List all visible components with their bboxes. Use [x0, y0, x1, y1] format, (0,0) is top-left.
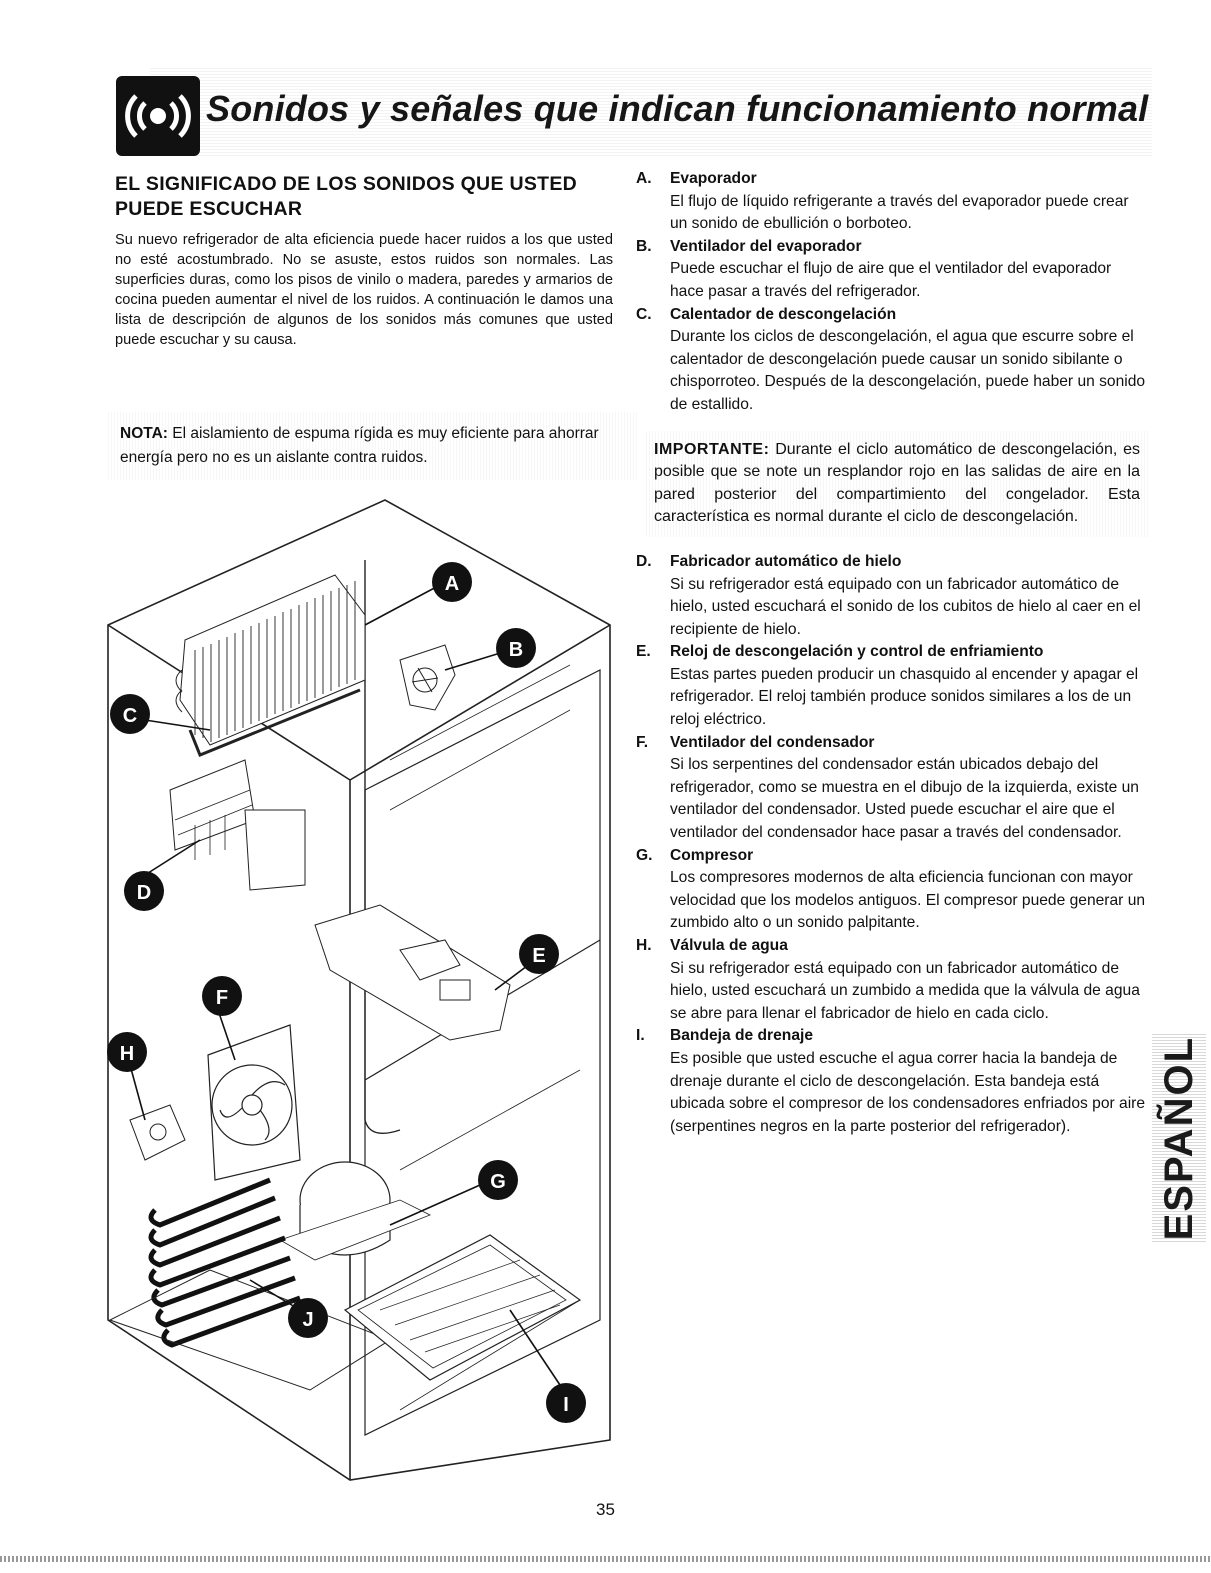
callout-c [110, 694, 150, 734]
item-f [636, 732, 1146, 845]
item-title: Reloj de descongelación y control de enfriamiento [670, 643, 1044, 661]
item-title: Bandeja de drenaje [670, 1027, 813, 1045]
callout-g [478, 1160, 518, 1200]
condenser-fan [208, 1025, 300, 1180]
sound-waves-icon [116, 76, 200, 156]
item-title: Válvula de agua [670, 937, 788, 954]
item-text: El flujo de líquido refrigerante a través del evaporador puede crear un sonido de ebullición o borboteo. [670, 192, 1129, 233]
svg-text:B: B [508, 639, 524, 661]
page-title: Sonidos y señales que indican funcionamiento normal [206, 88, 1149, 129]
svg-text:H: H [119, 1043, 135, 1065]
left-column [115, 172, 613, 350]
svg-text:I: I [563, 1394, 569, 1416]
item-d [636, 551, 1146, 641]
evaporator-fan [400, 645, 455, 710]
item-text: Es posible que usted escuche el agua correr hacia la bandeja de drenaje durante el ciclo de descongelación. Esta bandeja está ubicada sobre el compresor de los condensadores enfriados por aire (serpentines negros en la parte posterior del refrigerador). [670, 1049, 1146, 1135]
item-title: Evaporador [670, 170, 757, 187]
item-b [636, 236, 1146, 304]
right-column [636, 168, 1146, 1138]
refrigerator-diagram [100, 480, 625, 1500]
note-box [108, 412, 637, 480]
section-title: EL SIGNIFICADO DE LOS SONIDOS QUE USTED PUEDE ESCUCHAR [115, 173, 578, 220]
item-text: Si los serpentines del condensador están ubicados debajo del refrigerador, como se muestra en el dibujo de la izquierda, existe un ventilador del condensador. Usted puede escuchar el aire que el ventilador del condensador hace pasar a través del condensador. [670, 756, 1139, 842]
item-e [636, 641, 1146, 731]
item-letter: I. [636, 1027, 645, 1045]
item-c [636, 304, 1146, 417]
svg-text:D: D [136, 882, 152, 904]
compressor [280, 1162, 430, 1260]
language-side-tab [1152, 1034, 1206, 1242]
item-h [636, 935, 1146, 1025]
item-letter: D. [636, 552, 652, 570]
ice-maker [170, 760, 305, 890]
item-letter: H. [636, 937, 652, 954]
callout-e [519, 934, 559, 974]
svg-text:J: J [302, 1309, 314, 1331]
item-title: Ventilador del condensador [670, 733, 875, 751]
drain-pan [345, 1235, 580, 1380]
callout-line-a [365, 585, 440, 625]
svg-text:E: E [532, 945, 546, 967]
item-a [636, 168, 1146, 236]
svg-text:C: C [122, 705, 138, 727]
condenser-coil [151, 1180, 300, 1345]
item-letter: C. [636, 305, 652, 323]
callout-j [288, 1298, 328, 1338]
item-text: Puede escuchar el flujo de aire que el ventilador del evaporador hace pasar a través del refrigerador. [670, 260, 1112, 300]
important-box [646, 431, 1148, 537]
svg-text:G: G [490, 1171, 506, 1193]
callout-d [124, 871, 164, 911]
intro-paragraph: Su nuevo refrigerador de alta eficiencia puede hacer ruidos a los que usted no esté acostumbrado. No se asuste, estos ruidos son normales. Las superficies duras, como los pisos de vinilo o madera, paredes y armarios de cocina pueden aumentar el nivel de los ruidos. A continuación le damos una lista de descripción de algunos de los sonidos más comunes que usted puede escuchar y su causa. [115, 232, 613, 348]
item-text: Si su refrigerador está equipado con un fabricador automático de hielo, usted escuchará un zumbido a medida que la válvula de agua se abre para llenar el fabricador de hielo en cada ciclo. [670, 959, 1140, 1022]
item-title: Ventilador del evaporador [670, 237, 862, 255]
item-letter: E. [636, 643, 651, 661]
item-text: Los compresores modernos de alta eficiencia funcionan con mayor velocidad que los modelos antiguos. El compresor puede generar un zumbido alto o un sonido palpitante. [670, 869, 1146, 932]
svg-text:F: F [215, 987, 229, 1009]
defrost-timer [315, 905, 510, 1040]
item-letter: F. [636, 733, 649, 751]
important-text: Durante el ciclo automático de descongelación, es posible que se note un resplandor rojo en las salidas de aire en la pared posterior del compartimiento del congelador. Esta característica es normal durante el ciclo de descongelación. [654, 440, 1140, 526]
item-text: Estas partes pueden producir un chasquido al encender y apagar el refrigerador. El reloj también produce sonidos similares a los de un reloj eléctrico. [670, 665, 1139, 729]
page-number: 35 [596, 1500, 615, 1519]
callout-f [202, 976, 242, 1016]
item-letter: B. [636, 237, 652, 255]
item-letter: G. [636, 846, 653, 864]
item-title: Calentador de descongelación [670, 305, 897, 323]
item-i [636, 1025, 1146, 1138]
water-valve [130, 1105, 185, 1160]
evaporator-coil [176, 575, 365, 755]
callout-h [107, 1032, 147, 1072]
language-label: ESPAÑOL [1156, 1035, 1201, 1241]
item-g [636, 845, 1146, 935]
callout-a [432, 562, 472, 602]
important-label: IMPORTANTE: [654, 440, 770, 458]
item-text: Si su refrigerador está equipado con un fabricador automático de hielo, usted escuchará el sonido de los cubitos de hielo al caer en el recipiente de hielo. [670, 575, 1141, 638]
item-title: Compresor [670, 846, 754, 864]
callout-line-h [130, 1065, 145, 1120]
item-title: Fabricador automático de hielo [670, 552, 902, 570]
note-text: El aislamiento de espuma rígida es muy eficiente para ahorrar energía pero no es un aislante contra ruidos. [120, 425, 599, 466]
callout-b [496, 628, 536, 668]
svg-text:A: A [444, 573, 460, 595]
base-plate [110, 1270, 390, 1390]
item-text: Durante los ciclos de descongelación, el agua que escurre sobre el calentador de descongelación puede causar un sonido sibilante o chisporroteo. Después de la descongelación, puede haber un sonido de estallido. [670, 328, 1146, 413]
item-letter: A. [636, 170, 652, 187]
callout-i [546, 1383, 586, 1423]
callout-line-d [145, 840, 200, 875]
bottom-rule [0, 1556, 1211, 1562]
note-label: NOTA: [120, 425, 168, 442]
